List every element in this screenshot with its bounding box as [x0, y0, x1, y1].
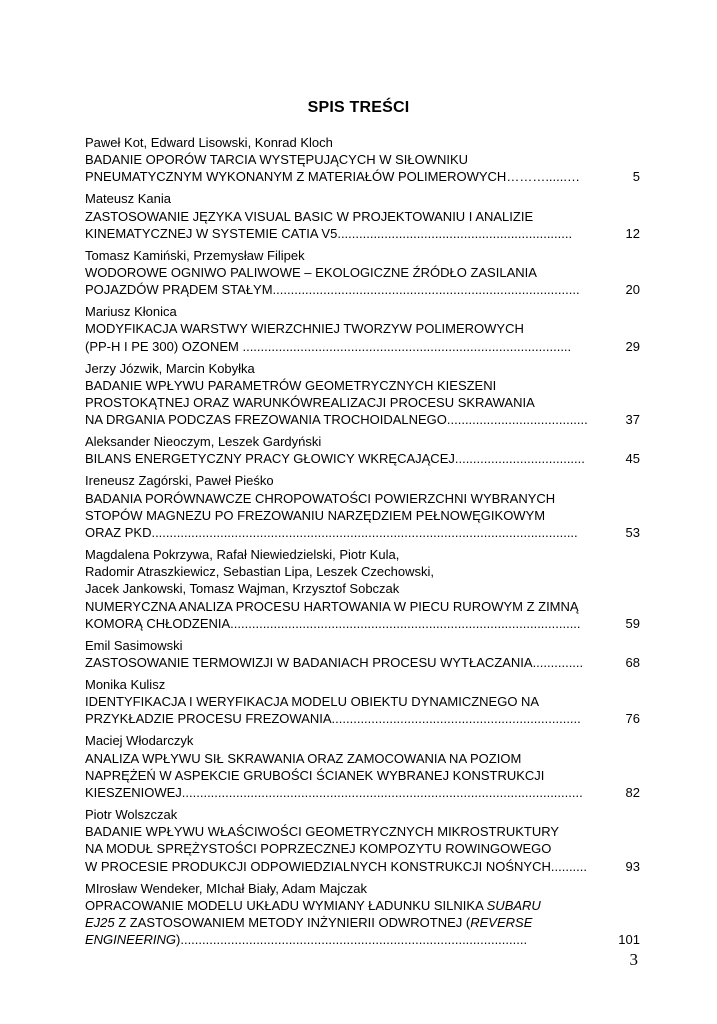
toc-entry: [85, 676, 640, 728]
toc-title-line: ANALIZA WPŁYWU SIŁ SKRAWANIA ORAZ ZAMOCOWANIA NA POZIOM: [85, 750, 522, 766]
toc-title-line: BADANIA PORÓWNAWCZE CHROPOWATOŚCI POWIERZCHNI WYBRANYCH: [85, 490, 556, 506]
toc-entry: [85, 433, 640, 467]
toc-entry: [85, 546, 640, 632]
italic-term: EJ25: [85, 915, 115, 931]
toc-authors: Paweł Kot, Edward Lisowski, Konrad Kloch: [85, 135, 333, 150]
toc-page-number: 59: [625, 615, 640, 631]
toc-entry: [85, 732, 640, 801]
toc-leader-text: POJAZDÓW PRĄDEM STAŁYM.....................................................................................: [85, 282, 580, 298]
toc-leader-text: PNEUMATYCZNYM WYKONANYM Z MATERIAŁÓW POLIMEROWYCH………......…: [85, 169, 580, 185]
toc-title-line-with-page: [85, 615, 640, 632]
toc-leader-text: KIESZENIOWEJ...............................................................................................................: [85, 785, 583, 801]
toc-text: Z ZASTOSOWANIEM METODY INŻYNIERII ODWROTNEJ (: [114, 915, 471, 931]
toc-title-line-with-page: [85, 168, 640, 185]
toc-title-line: Radomir Atraszkiewicz, Sebastian Lipa, Leszek Czechowski,: [85, 564, 434, 580]
toc-entry: [85, 637, 640, 671]
toc-entry: [85, 190, 640, 242]
toc-page-number: 76: [625, 711, 640, 727]
toc-authors: Tomasz Kamiński, Przemysław Filipek: [85, 247, 305, 263]
toc-entry: [85, 806, 640, 875]
toc-title-line: ZASTOSOWANIE JĘZYKA VISUAL BASIC W PROJEKTOWANIU I ANALIZIE: [85, 208, 534, 224]
toc-leader-text: NA DRGANIA PODCZAS FREZOWANIA TROCHOIDALNEGO.......................................: [85, 412, 588, 428]
toc-page-number: 101: [618, 932, 640, 948]
toc-page-number: 82: [625, 785, 640, 801]
italic-term: REVERSE: [470, 915, 533, 931]
toc-authors: Mateusz Kania: [85, 191, 171, 207]
toc-leader-text: (PP-H I PE 300) OZONEM ...........................................................................................: [85, 338, 572, 354]
toc-entry: [85, 360, 640, 429]
toc-leader-text: BILANS ENERGETYCZNY PRACY GŁOWICY WKRĘCAJĄCEJ....................................: [85, 451, 585, 467]
toc-title-line: PROSTOKĄTNEJ ORAZ WARUNKÓWREALIZACJI PROCESU SKRAWANIA: [85, 395, 535, 411]
toc-page-number: 5: [632, 169, 640, 185]
toc-title-line-with-page: [85, 654, 640, 671]
toc-authors: Maciej Włodarczyk: [85, 733, 194, 749]
toc-authors: Monika Kulisz: [85, 677, 166, 693]
toc-title-line-with-page: [85, 281, 640, 298]
toc-page-number: 53: [625, 525, 640, 541]
toc-authors: Piotr Wolszczak: [85, 807, 178, 823]
toc-authors: Jerzy Józwik, Marcin Kobyłka: [85, 360, 255, 376]
toc-leader-text: ZASTOSOWANIE TERMOWIZJI W BADANIACH PROCESU WYTŁACZANIA..............: [85, 655, 584, 671]
toc-entry: [85, 880, 640, 949]
toc-page-number: 68: [625, 655, 640, 671]
toc-title-line: NA MODUŁ SPRĘŻYSTOŚCI POPRZECZNEJ KOMPOZYTU ROWINGOWEGO: [85, 841, 552, 857]
italic-term: SUBARU: [486, 897, 541, 913]
toc-title-line-with-page: [85, 450, 640, 467]
toc-authors: Mariusz Kłonica: [85, 304, 177, 320]
toc-title-line: BADANIE OPORÓW TARCIA WYSTĘPUJĄCYCH W SIŁOWNIKU: [85, 152, 469, 168]
toc-authors: Ireneusz Zagórski, Paweł Pieśko: [85, 473, 274, 489]
page-number: 3: [629, 950, 638, 969]
toc-leader-text: [85, 931, 604, 948]
toc-title-line-with-page: [85, 524, 640, 541]
toc-title-line: WODOROWE OGNIWO PALIWOWE – EKOLOGICZNE ŹRÓDŁO ZASILANIA: [85, 265, 537, 281]
toc-leader-text: KINEMATYCZNEJ W SYSTEMIE CATIA V5.................................................................: [85, 225, 573, 241]
toc-title-line: BADANIE WPŁYWU PARAMETRÓW GEOMETRYCZNYCH KIESZENI: [85, 377, 497, 393]
toc-title-line: NUMERYCZNA ANALIZA PROCESU HARTOWANIA W PIECU RUROWYM Z ZIMNĄ: [85, 598, 579, 614]
toc-leader-text: W PROCESIE PRODUKCJI ODPOWIEDZIALNYCH KONSTRUKCJI NOŚNYCH..........: [85, 858, 587, 874]
toc-text: OPRACOWANIE MODELU UKŁADU WYMIANY ŁADUNKU SILNIKA: [85, 897, 487, 913]
toc-page-number: 45: [625, 451, 640, 467]
toc-page-number: 37: [625, 412, 640, 428]
toc-title-line-with-page: [85, 338, 640, 355]
toc-entry: [85, 134, 640, 186]
toc-page-number: 20: [625, 282, 640, 298]
toc-title-line-with-page: [85, 710, 640, 727]
toc-entry: [85, 472, 640, 541]
toc-title-line: [85, 897, 640, 914]
toc-title-line-with-page: [85, 411, 640, 428]
toc-title-line: BADANIE WPŁYWU WŁAŚCIWOŚCI GEOMETRYCZNYCH MIKROSTRUKTURY: [85, 824, 560, 840]
toc-authors: Emil Sasimowski: [85, 637, 183, 653]
toc-title-line: STOPÓW MAGNEZU PO FREZOWANIU NARZĘDZIEM PEŁNOWĘGIKOWYM: [85, 507, 546, 523]
toc-title-line: Jacek Jankowski, Tomasz Wajman, Krzysztof Sobczak: [85, 581, 400, 597]
toc-page-number: 12: [625, 225, 640, 241]
toc-entry: [85, 303, 640, 355]
toc-authors: MIrosław Wendeker, MIchał Biały, Adam Majczak: [85, 880, 368, 896]
toc-title-line-with-page: [85, 858, 640, 875]
italic-term: ENGINEERING: [85, 932, 177, 948]
toc-authors: Magdalena Pokrzywa, Rafał Niewiedzielski, Piotr Kula,: [85, 547, 400, 563]
toc-title-line: MODYFIKACJA WARSTWY WIERZCHNIEJ TWORZYW POLIMEROWYCH: [85, 321, 524, 337]
table-of-contents: [85, 134, 640, 953]
toc-leader-text: ORAZ PKD......................................................................................................................: [85, 525, 578, 541]
toc-authors: Aleksander Nieoczym, Leszek Gardyński: [85, 434, 322, 450]
toc-title-line-with-page: [85, 931, 640, 948]
toc-leader-text: KOMORĄ CHŁODZENIA.................................................................................................: [85, 615, 581, 631]
toc-title-line-with-page: [85, 225, 640, 242]
toc-title-line: NAPRĘŻEŃ W ASPEKCIE GRUBOŚCI ŚCIANEK WYBRANEJ KONSTRUKCJI: [85, 767, 545, 783]
toc-text: )................................................................................................: [176, 932, 528, 948]
toc-leader-text: PRZYKŁADZIE PROCESU FREZOWANIA.....................................................................: [85, 711, 581, 727]
toc-entry: [85, 247, 640, 299]
toc-page-number: 93: [625, 858, 640, 874]
toc-page-number: 29: [625, 338, 640, 354]
toc-title-line: [85, 914, 640, 931]
page-title: SPIS TREŚCI: [307, 99, 410, 116]
toc-title-line-with-page: [85, 784, 640, 801]
toc-title-line: IDENTYFIKACJA I WERYFIKACJA MODELU OBIEKTU DYNAMICZNEGO NA: [85, 694, 540, 710]
